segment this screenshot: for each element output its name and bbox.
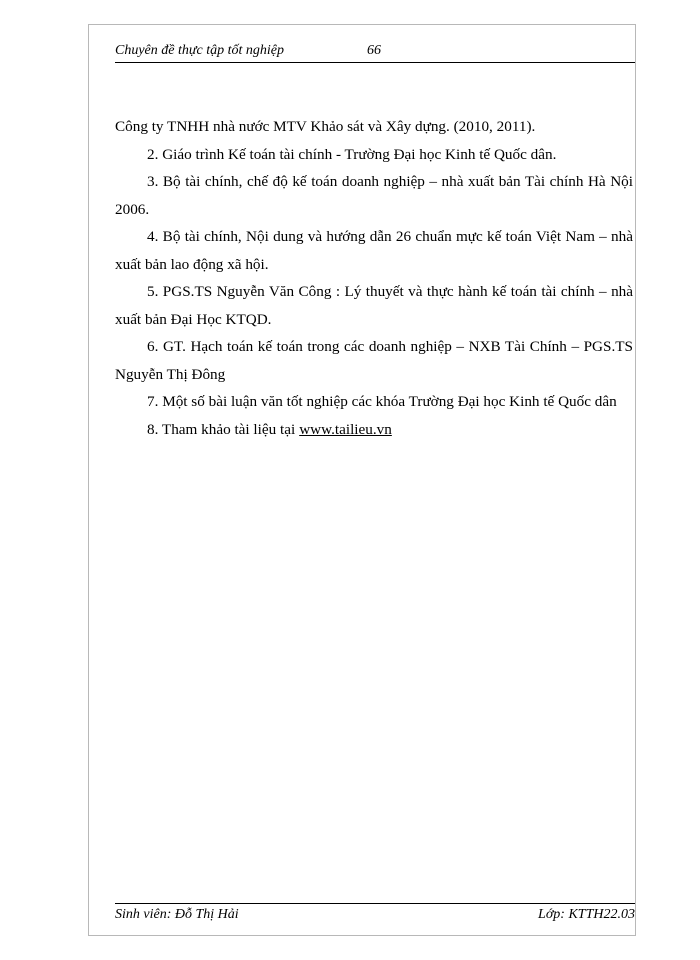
footer-class: Lớp: KTTH22.03 [538, 907, 635, 922]
header-title: Chuyên đề thực tập tốt nghiệp [115, 43, 284, 58]
page-footer [115, 903, 635, 924]
page-header [115, 42, 635, 63]
reference-item-5: 5. PGS.TS Nguyễn Văn Công : Lý thuyết và thực hành kế toán tài chính – nhà xuất bản Đại Học KTQD. [115, 283, 633, 328]
reference-item-4: 4. Bộ tài chính, Nội dung và hướng dẫn 26 chuẩn mực kế toán Việt Nam – nhà xuất bản lao động xã hội. [115, 228, 633, 273]
footer-student: Sinh viên: Đỗ Thị Hải [115, 907, 239, 922]
reference-item-8 [115, 416, 633, 444]
reference-item-6: 6. GT. Hạch toán kế toán trong các doanh nghiệp – NXB Tài Chính – PGS.TS Nguyễn Thị Đông [115, 338, 633, 383]
reference-item-3: 3. Bộ tài chính, chế độ kế toán doanh nghiệp – nhà xuất bản Tài chính Hà Nội 2006. [115, 173, 633, 218]
reference-item-7: 7. Một số bài luận văn tốt nghiệp các khóa Trường Đại học Kinh tế Quốc dân [147, 393, 617, 410]
reference-list [115, 113, 633, 443]
page-number: 66 [367, 43, 381, 58]
reference-link[interactable]: www.tailieu.vn [299, 420, 392, 438]
reference-item-8-prefix: 8. Tham khảo tài liệu tại [147, 420, 296, 438]
reference-continued: Công ty TNHH nhà nước MTV Khảo sát và Xây dựng. (2010, 2011). [115, 118, 536, 135]
reference-item-2: 2. Giáo trình Kế toán tài chính - Trường Đại học Kinh tế Quốc dân. [147, 145, 557, 163]
